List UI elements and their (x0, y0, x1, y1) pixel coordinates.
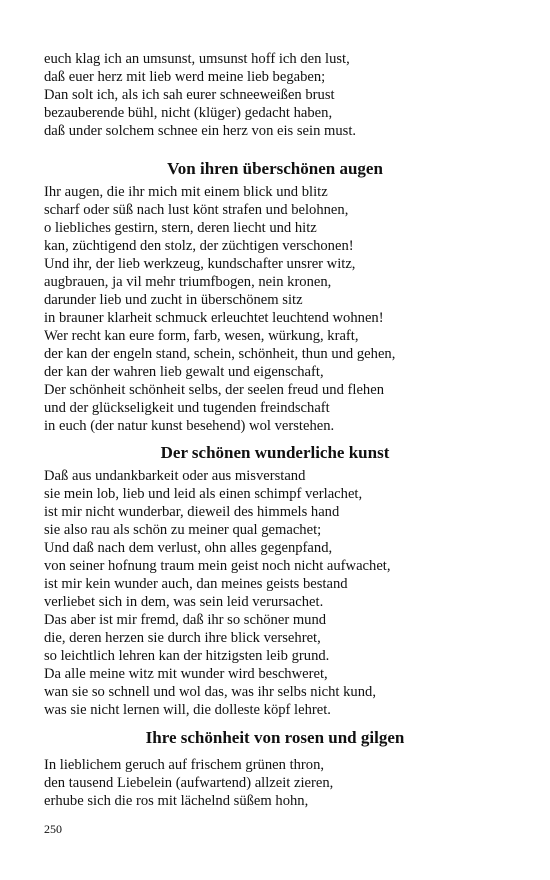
page-number: 250 (44, 822, 62, 836)
verse-line: ist mir nicht wunderbar, dieweil des himmels hand (44, 504, 340, 520)
verse-line: euch klag ich an umsunst, umsunst hoff ich den lust, (44, 51, 350, 67)
poem-body (44, 467, 514, 719)
verse-line: in brauner klarheit schmuck erleuchtet leuchtend wohnen! (44, 310, 384, 326)
verse-line: darunder lieb und zucht in überschönem sitz (44, 292, 303, 308)
verse-line: Der schönheit schönheit selbs, der seelen freud und flehen (44, 382, 385, 398)
verse-line: sie also rau als schön zu meiner qual gemachet; (44, 522, 322, 538)
poem-title: Von ihren überschönen augen (167, 159, 383, 178)
verse-line: der kan der engeln stand, schein, schönheit, thun und gehen, (44, 346, 396, 362)
verse-line: kan, züchtigend den stolz, der züchtigen verschonen! (44, 238, 354, 254)
verse-line: Wer recht kan eure form, farb, wesen, würkung, kraft, (44, 328, 359, 344)
verse-line: Und daß nach dem verlust, ohn alles gegenpfand, (44, 540, 333, 556)
intro-stanza (44, 50, 514, 140)
verse-line: und der glückseligkeit und tugenden freindschaft (44, 400, 330, 416)
verse-line: so leichtlich lehren kan der hitzigsten leib grund. (44, 648, 330, 664)
poem-title: Ihre schönheit von rosen und gilgen (145, 728, 405, 747)
verse-line: augbrauen, ja vil mehr triumfbogen, nein kronen, (44, 274, 332, 290)
verse-line: der kan der wahren lieb gewalt und eigenschaft, (44, 364, 324, 380)
verse-line: den tausend Liebelein (aufwartend) allzeit zieren, (44, 775, 334, 791)
verse-line: von seiner hofnung traum mein geist noch nicht aufwachet, (44, 558, 391, 574)
verse-line: scharf oder süß nach lust könt strafen und belohnen, (44, 202, 349, 218)
verse-line: erhube sich die ros mit lächelnd süßem hohn, (44, 793, 309, 809)
verse-line: Dan solt ich, als ich sah eurer schneeweißen brust (44, 87, 335, 103)
verse-line: was sie nicht lernen will, die dolleste köpf lehret. (44, 702, 331, 718)
verse-line: Das aber ist mir fremd, daß ihr so schöner mund (44, 612, 327, 628)
verse-line: Und ihr, der lieb werkzeug, kundschafter unsrer witz, (44, 256, 356, 272)
verse-line: in euch (der natur kunst besehend) wol verstehen. (44, 418, 335, 434)
verse-line: Daß aus undankbarkeit oder aus misverstand (44, 468, 306, 484)
poem-body (44, 183, 514, 435)
verse-line: die, deren herzen sie durch ihre blick versehret, (44, 630, 321, 646)
poem-body (44, 756, 514, 810)
verse-line: daß under solchem schnee ein herz von eis sein must. (44, 123, 357, 139)
verse-line: bezauberende bühl, nicht (klüger) gedacht haben, (44, 105, 333, 121)
verse-line: sie mein lob, lieb und leid als einen schimpf verlachet, (44, 486, 363, 502)
verse-line: o liebliches gestirn, stern, deren liecht und hitz (44, 220, 317, 236)
verse-line: In lieblichem geruch auf frischem grünen thron, (44, 757, 325, 773)
verse-line: Da alle meine witz mit wunder wird beschweret, (44, 666, 328, 682)
poem-title: Der schönen wunderliche kunst (160, 443, 390, 462)
verse-line: daß euer herz mit lieb werd meine lieb begaben; (44, 69, 326, 85)
verse-line: ist mir kein wunder auch, dan meines geists bestand (44, 576, 348, 592)
verse-line: wan sie so schnell und wol das, was ihr selbs nicht kund, (44, 684, 376, 700)
verse-line: verliebet sich in dem, was sein leid verursachet. (44, 594, 324, 610)
verse-line: Ihr augen, die ihr mich mit einem blick und blitz (44, 184, 328, 200)
